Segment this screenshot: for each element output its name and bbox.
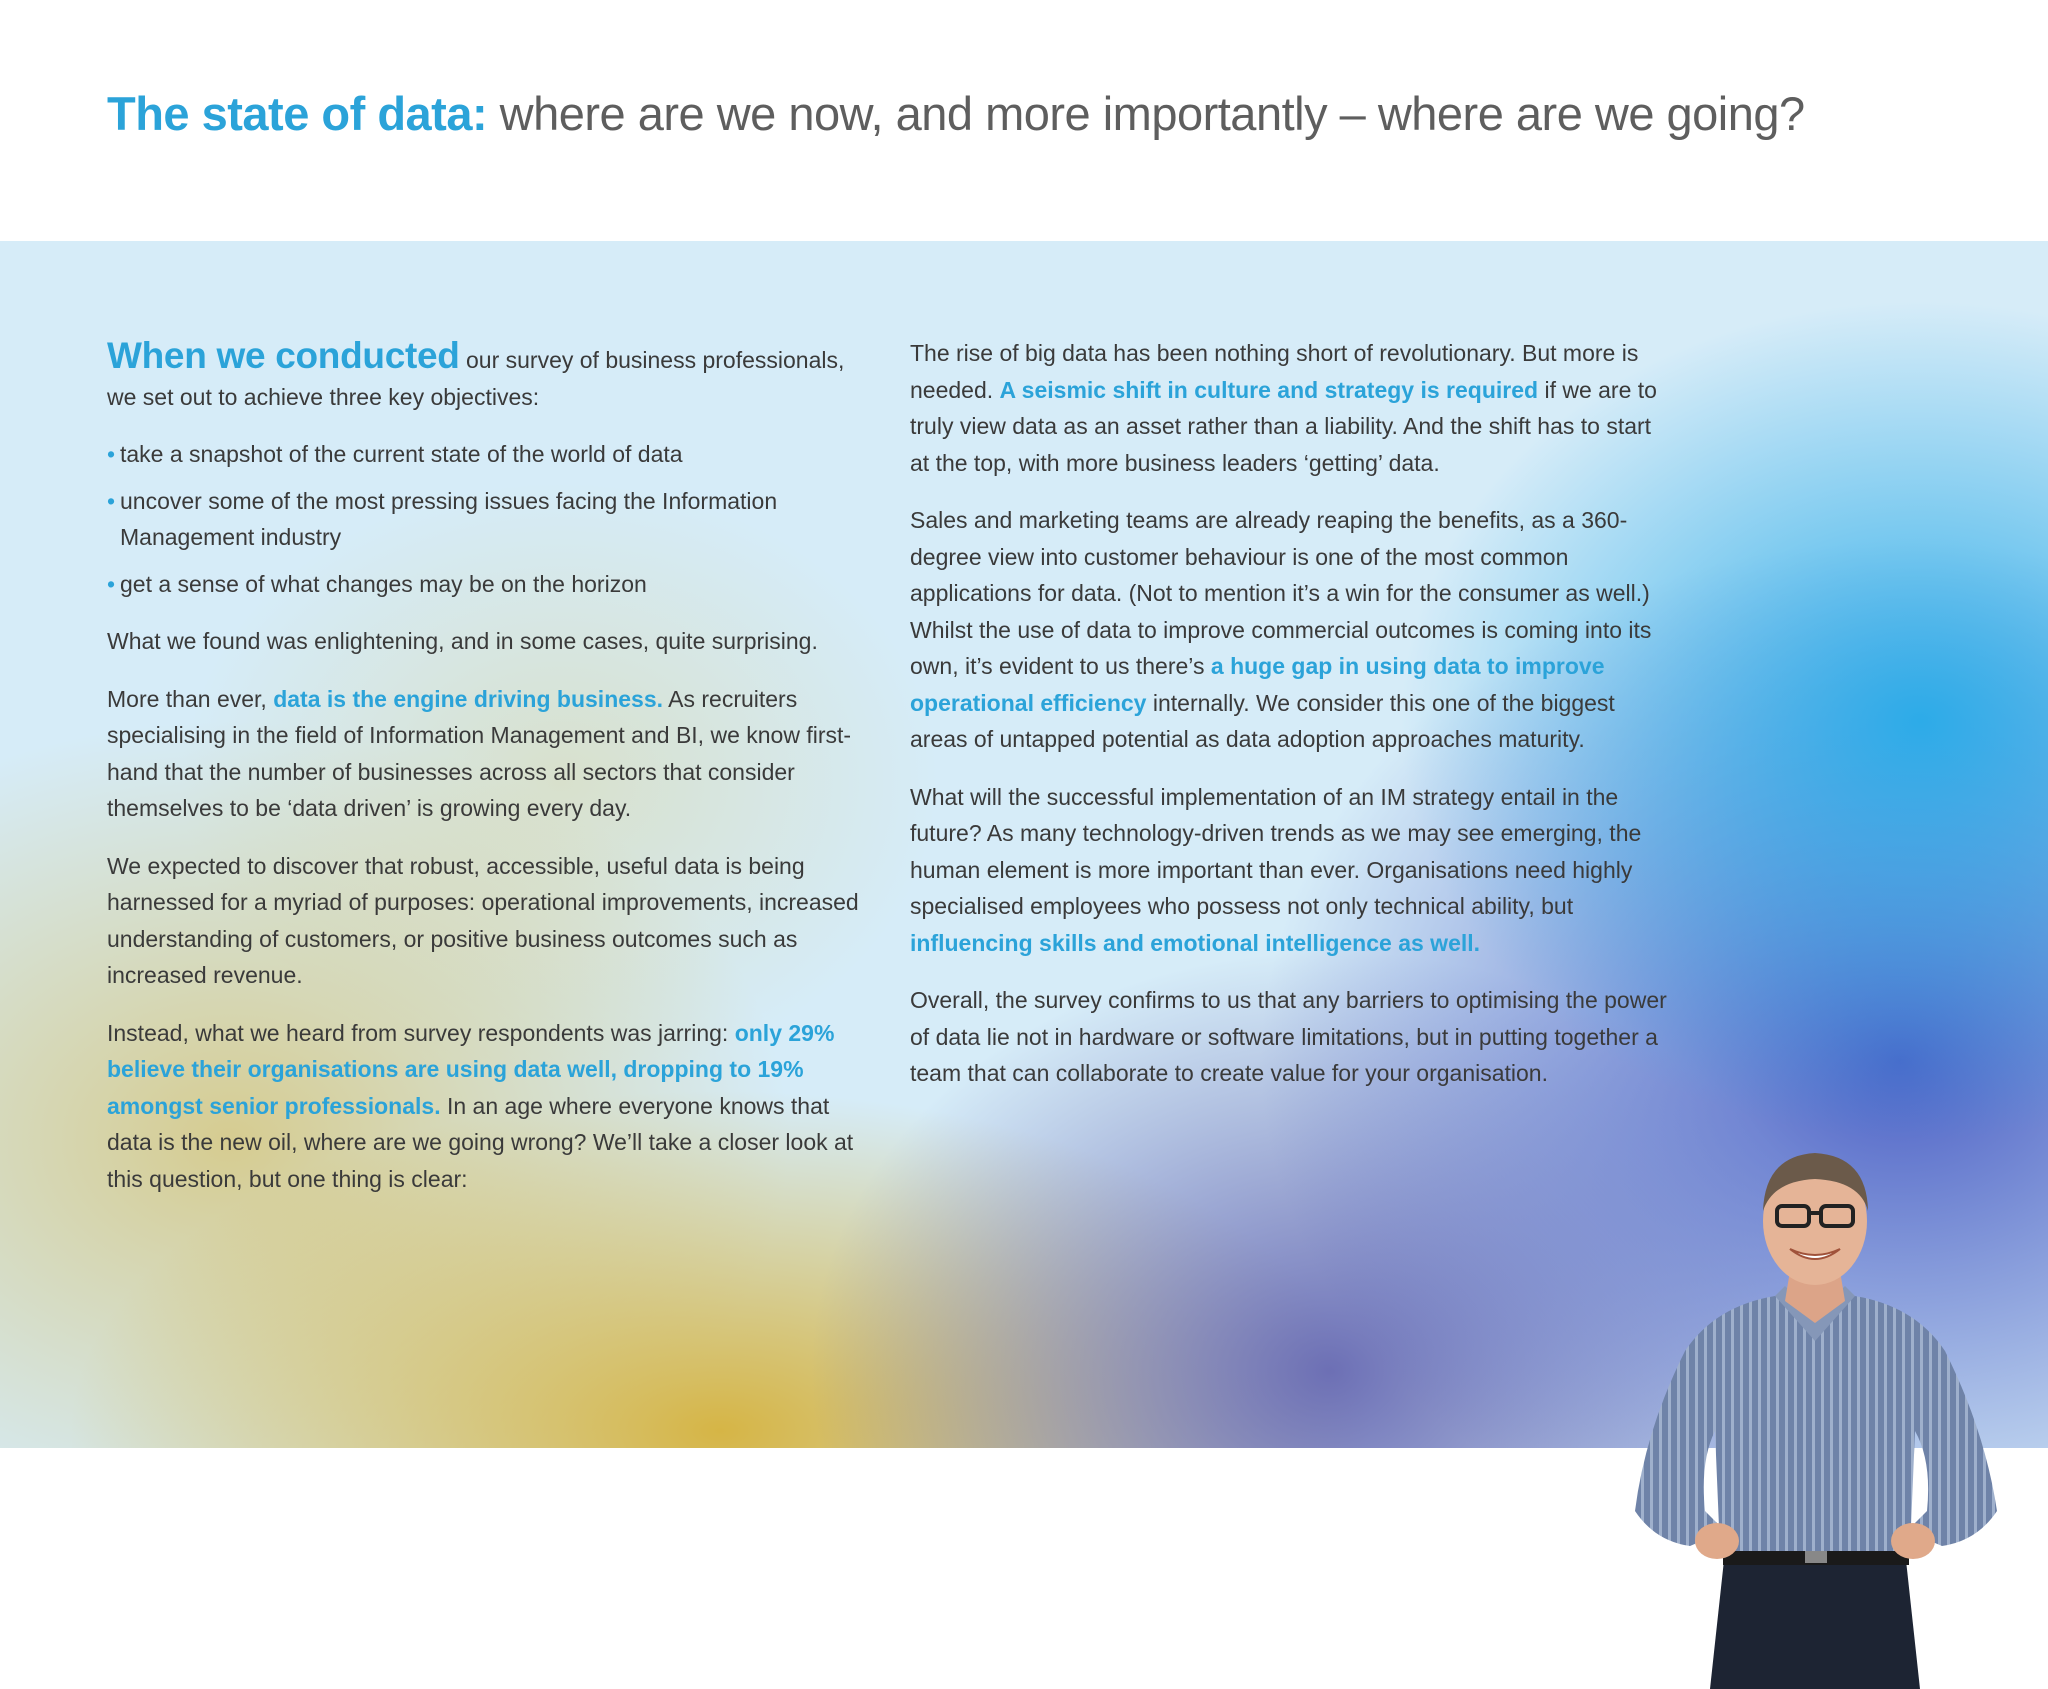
title-accent: The state of data: [107, 87, 488, 140]
text-span: The rise of big data has been nothing short of revolutionary. But more is needed. [910, 340, 1639, 403]
signature-company: KDR Recruitment [1459, 1600, 1601, 1619]
intro-text: our survey of business professionals, we set out to achieve three key objectives: [107, 347, 845, 410]
list-item [107, 566, 867, 603]
signature-role: Managing Director [1455, 1568, 1605, 1587]
highlight-text: only 29% believe their organisations are using data well, dropping to 19% amongst senior professionals. [107, 1019, 835, 1119]
list-item-text: get a sense of what changes may be on the horizon [120, 570, 647, 597]
signature-block [1390, 1516, 1670, 1626]
list-item-text: uncover some of the most pressing issues facing the Information Management industry [120, 487, 778, 550]
text-span: internally. We consider this one of the biggest areas of untapped potential as data adoption approaches maturity. [910, 689, 1615, 752]
text-span: if we are to truly view data as an asset rather than a liability. And the shift has to start at the top, with more business leaders ‘getting’ data. [910, 376, 1657, 476]
text-span: In an age where everyone knows that data is the new oil, where are we going wrong? We’ll take a closer look at this question, but one thing is clear: [107, 1092, 854, 1192]
page-header [0, 0, 2048, 241]
im-strategy-paragraph [910, 779, 1670, 962]
text-span: As recruiters specialising in the field of Information Management and BI, we know first-hand that the number of businesses across all sectors that consider themselves to be ‘data driven’ is growing every day. [107, 685, 852, 821]
right-column [910, 335, 1670, 1113]
objectives-list [107, 436, 867, 602]
signature-name: Mark Dexter [1464, 1520, 1596, 1546]
text-span: Sales and marketing teams are already reaping the benefits, as a 360-degree view into customer behaviour is one of the most common applications for data. (Not to mention it’s a win for the consumer as well.) Whilst the use of data to improve commercial outcomes is coming into its own, it’s evident to us there’s [910, 507, 1652, 679]
signature-separator: ... [1521, 1547, 1539, 1564]
text-span: What will the successful implementation of an IM strategy entail in the future? As many technology-driven trends as we may see emerging, the human element is more important than ever. Organisations need highly specialised employees who possess not only technical ability, but [910, 783, 1642, 919]
title-rest: where are we now, and more importantly – where are we going? [487, 87, 1805, 140]
list-item [107, 436, 867, 473]
jarring-paragraph [107, 1015, 867, 1198]
highlight-text: influencing skills and emotional intelligence as well. [910, 929, 1481, 956]
highlight-text: a huge gap in using data to improve operational efficiency [910, 653, 1605, 716]
expectations-paragraph: We expected to discover that robust, accessible, useful data is being harnessed for a myriad of purposes: operational improvements, increased understanding of customers, or positive business outcomes such as increased revenue. [107, 852, 859, 988]
lead-text: When we conducted [107, 335, 460, 376]
list-item [107, 483, 867, 556]
intro-paragraph [107, 335, 867, 415]
big-data-paragraph [910, 335, 1670, 481]
data-engine-paragraph [107, 681, 867, 827]
left-column [107, 335, 867, 1218]
conclusion-paragraph: Overall, the survey confirms to us that any barriers to optimising the power of data lie not in hardware or software limitations, but in putting together a team that can collaborate to create value for your organisation. [910, 987, 1667, 1086]
page-title [107, 86, 1805, 141]
text-span: More than ever, [107, 685, 274, 712]
findings-paragraph: What we found was enlightening, and in some cases, quite surprising. [107, 628, 818, 654]
sales-marketing-paragraph [910, 502, 1670, 758]
bullet-icon: • [107, 441, 116, 467]
bullet-icon: • [107, 487, 116, 514]
bullet-icon: • [107, 570, 116, 597]
text-span: Instead, what we heard from survey respondents was jarring: [107, 1019, 735, 1046]
highlight-text: A seismic shift in culture and strategy is required [999, 376, 1539, 403]
list-item-text: take a snapshot of the current state of the world of data [120, 441, 683, 467]
highlight-text: data is the engine driving business. [273, 685, 664, 712]
